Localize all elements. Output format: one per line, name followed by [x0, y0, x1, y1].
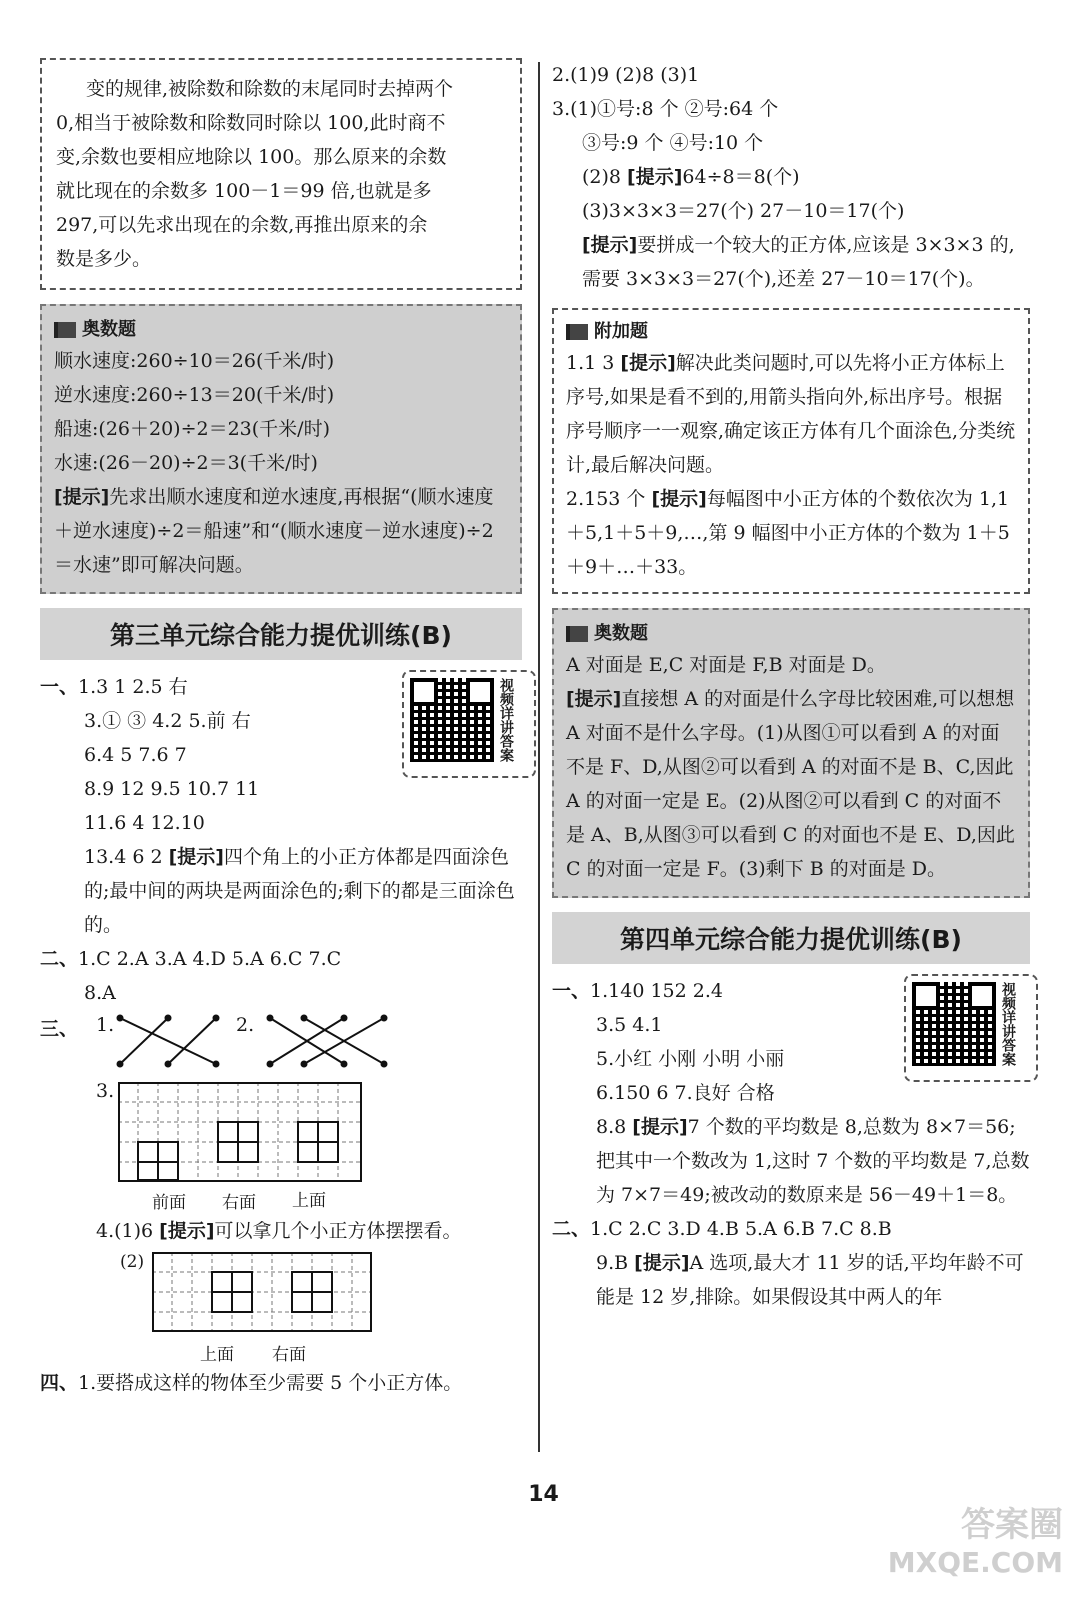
- olympiad-title-text: 奥数题: [82, 319, 136, 340]
- part4-row: [40, 1366, 522, 1400]
- hint-tag: [提示]: [566, 688, 622, 710]
- matching-diagram-2: [264, 1010, 394, 1070]
- qr-code[interactable]: [402, 670, 536, 778]
- answer-row: 8.9 12 9.5 10.7 11: [84, 778, 260, 800]
- flag-icon: [566, 626, 588, 642]
- extra-q2: [566, 482, 1016, 584]
- view-label: 上面: [292, 1191, 326, 1211]
- q3-3-text: 要拼成一个较大的正方体,应该是 3×3×3 的,需要 3×3×3＝27(个),还差 27－10＝17(个)。: [582, 234, 1015, 290]
- answer-row: 3.5 4.1: [596, 1014, 663, 1036]
- q4-prefix: 4.(1)6: [96, 1220, 160, 1242]
- part2-row: [40, 942, 522, 976]
- extra-title-text: 附加题: [594, 321, 648, 342]
- view-label: 右面: [272, 1345, 306, 1365]
- hint-tag: [提示]: [168, 846, 224, 868]
- olympiad-hint: [566, 682, 1016, 886]
- column-divider: [538, 62, 540, 1452]
- part-head: 四、: [40, 1372, 79, 1394]
- answer-row: 11.6 4 12.10: [84, 812, 205, 834]
- answer-row: (3)3×3×3＝27(个) 27－10＝17(个): [582, 200, 905, 222]
- hint-tag: [提示]: [634, 1252, 690, 1274]
- extra-title: [566, 318, 1016, 346]
- q3-3-hint: [552, 228, 1030, 296]
- watermark-line: MXQE.COM: [887, 1546, 1063, 1579]
- hint-tag: [提示]: [582, 234, 638, 256]
- part-head: 一、: [552, 980, 591, 1002]
- hint-tag: [提示]: [159, 1220, 215, 1242]
- view-label: 右面: [222, 1193, 256, 1213]
- intro-line: 就比现在的余数多 100－1＝99 倍,也就是多: [56, 180, 432, 202]
- q8-text: 7 个数的平均数是 8,总数为 8×7＝56;把其中一个数改为 1,这时 7 个数的平均数是 7,总数为 7×7＝49;被改动的数原来是 56－49＋1＝8。: [596, 1116, 1030, 1206]
- extra-q1: [566, 346, 1016, 482]
- intro-line: 变,余数也要相应地除以 100。那么原来的余数: [56, 146, 447, 168]
- matching-diagram-1: [114, 1010, 224, 1070]
- answer-row: 5.小红 小刚 小明 小丽: [596, 1048, 785, 1070]
- views-grid-1: [118, 1082, 364, 1182]
- q13-text: 四个角上的小正方体都是四面涂色的;最中间的两块是两面涂色的;剩下的都是三面涂色的。: [84, 846, 515, 936]
- answer-row: 6.4 5 7.6 7: [84, 744, 187, 766]
- answer-row: 8.A: [84, 982, 116, 1004]
- olympiad-line: 顺水速度:260÷10＝26(千米/时): [54, 350, 335, 372]
- olympiad-hint: [54, 480, 508, 582]
- part3-matching: [40, 1010, 522, 1074]
- right-column: [552, 58, 1030, 1314]
- intro-line: 0,相当于被除数和除数同时除以 100,此时商不: [56, 112, 446, 134]
- section-title-unit4: 第四单元综合能力提优训练(B): [552, 912, 1030, 964]
- extra-q2-text: 每幅图中小正方体的个数依次为 1,1＋5,1＋5＋9,…,第 9 幅图中小正方体的个数为 1＋5＋9＋…＋33。: [566, 488, 1010, 578]
- extra-q1-prefix: 1.1 3: [566, 352, 621, 374]
- q9-answer: [552, 1246, 1030, 1314]
- hint-tag: [提示]: [620, 352, 676, 374]
- olympiad-line: 水速:(26－20)÷2＝3(千米/时): [54, 452, 318, 474]
- olympiad-title: [566, 620, 1016, 648]
- answer-row: 1.C 2.C 3.D 4.B 5.A 6.B 7.C 8.B: [590, 1218, 892, 1240]
- answer-row: 1.要搭成这样的物体至少需要 5 个小正方体。: [78, 1372, 463, 1394]
- section-title-unit3: 第三单元综合能力提优训练(B): [40, 608, 522, 660]
- q3-2-answer: [552, 160, 1030, 194]
- olympiad-box-right: [552, 608, 1030, 898]
- q-number: (2): [120, 1252, 145, 1272]
- answer-row: 1.3 1 2.5 右: [78, 676, 188, 698]
- hint-tag: [提示]: [651, 488, 707, 510]
- q-number: 3.: [96, 1080, 115, 1102]
- answer-row: 1.C 2.A 3.A 4.D 5.A 6.C 7.C: [78, 948, 342, 970]
- olympiad-box-left: [40, 304, 522, 594]
- answer-row: 2.(1)9 (2)8 (3)1: [552, 64, 700, 86]
- q-number: 1.: [96, 1014, 115, 1036]
- extra-q2-prefix: 2.153 个: [566, 488, 652, 510]
- qr-code[interactable]: [904, 974, 1038, 1082]
- qr-code-icon: [912, 982, 996, 1066]
- intro-line: 297,可以先求出现在的余数,再推出原来的余: [56, 214, 428, 236]
- olympiad-line: 逆水速度:260÷13＝20(千米/时): [54, 384, 335, 406]
- unit4-answers: [552, 974, 1030, 1314]
- part2-row: [552, 1212, 1030, 1246]
- intro-line: 数是多少。: [56, 248, 152, 270]
- q3-2-text: 64÷8＝8(个): [682, 166, 800, 188]
- q13-answer: [40, 840, 522, 942]
- q9-text: A 选项,最大才 11 岁的话,平均年龄不可能是 12 岁,排除。如果假设其中两人的年: [596, 1252, 1024, 1308]
- qr-label: 视频详讲答案: [1000, 982, 1016, 1066]
- olympiad-answer: A 对面是 E,C 对面是 F,B 对面是 D。: [566, 654, 886, 676]
- q4-text: 可以拿几个小正方体摆摆看。: [214, 1220, 462, 1242]
- hint-text: 先求出顺水速度和逆水速度,再根据“(顺水速度＋逆水速度)÷2＝船速”和“(顺水速度－逆水速度)÷2＝水速”即可解决问题。: [54, 486, 494, 576]
- part-head: 三、: [40, 1018, 79, 1040]
- part-head: 二、: [40, 948, 79, 970]
- hint-tag: [提示]: [54, 486, 110, 508]
- part-head: 一、: [40, 676, 79, 698]
- answer-row: 3.① ③ 4.2 5.前 右: [84, 710, 251, 732]
- unit3-answers: [40, 670, 522, 1400]
- hint-text: 直接想 A 的对面是什么字母比较困难,可以想想 A 对面不是什么字母。(1)从图①可以看到 A 的对面不是 F、D,从图②可以看到 A 的对面不是 B、C,因此 A 的对面一定是 E。(2)从图②可以看到 C 的对面不是 A、B,从图③可以看到 C 的对面也不是 E、D,因此 C 的对面一定是 F。(3)剩下 B 的对面是 D。: [566, 688, 1015, 880]
- answer-row: 1.140 152 2.4: [590, 980, 723, 1002]
- part3-views: [40, 1078, 522, 1214]
- olympiad-line: 船速:(26＋20)÷2＝23(千米/时): [54, 418, 330, 440]
- page-number: 14: [528, 1482, 559, 1507]
- intro-line: 变的规律,被除数和除数的末尾同时去掉两个: [86, 78, 454, 100]
- q9-prefix: 9.B: [596, 1252, 635, 1274]
- flag-icon: [566, 324, 588, 340]
- flag-icon: [54, 322, 76, 338]
- hint-tag: [提示]: [627, 166, 683, 188]
- part-head: 二、: [552, 1218, 591, 1240]
- q4-answer: [40, 1214, 522, 1248]
- answer-row: 3.(1)①号:8 个 ②号:64 个: [552, 98, 779, 120]
- watermark: [888, 1506, 1063, 1582]
- q-number: 2.: [236, 1014, 255, 1036]
- view-label: 上面: [200, 1345, 234, 1365]
- olympiad-title-text: 奥数题: [594, 623, 648, 644]
- qr-code-icon: [410, 678, 494, 762]
- left-column: [40, 58, 522, 1400]
- answer-row: ③号:9 个 ④号:10 个: [582, 132, 764, 154]
- qr-label: 视频详讲答案: [498, 678, 514, 762]
- hint-tag: [提示]: [632, 1116, 688, 1138]
- views-grid-2: [152, 1252, 374, 1332]
- intro-box: [40, 58, 522, 290]
- answer-row: 6.150 6 7.良好 合格: [596, 1082, 775, 1104]
- part3-q4-views: [40, 1248, 522, 1366]
- olympiad-title: [54, 316, 508, 344]
- q13-prefix: 13.4 6 2: [84, 846, 169, 868]
- watermark-line: 答案圈: [961, 1505, 1063, 1545]
- q3-2-prefix: (2)8: [582, 166, 628, 188]
- extra-q1-text: 解决此类问题时,可以先将小正方体标上序号,如果是看不到的,用箭头指向外,标出序号。根据序号顺序一一观察,确定该正方体有几个面涂色,分类统计,最后解决问题。: [566, 352, 1016, 476]
- extra-box: [552, 308, 1030, 594]
- view-label: 前面: [152, 1193, 186, 1213]
- q8-prefix: 8.8: [596, 1116, 633, 1138]
- q8-answer: [552, 1110, 1030, 1212]
